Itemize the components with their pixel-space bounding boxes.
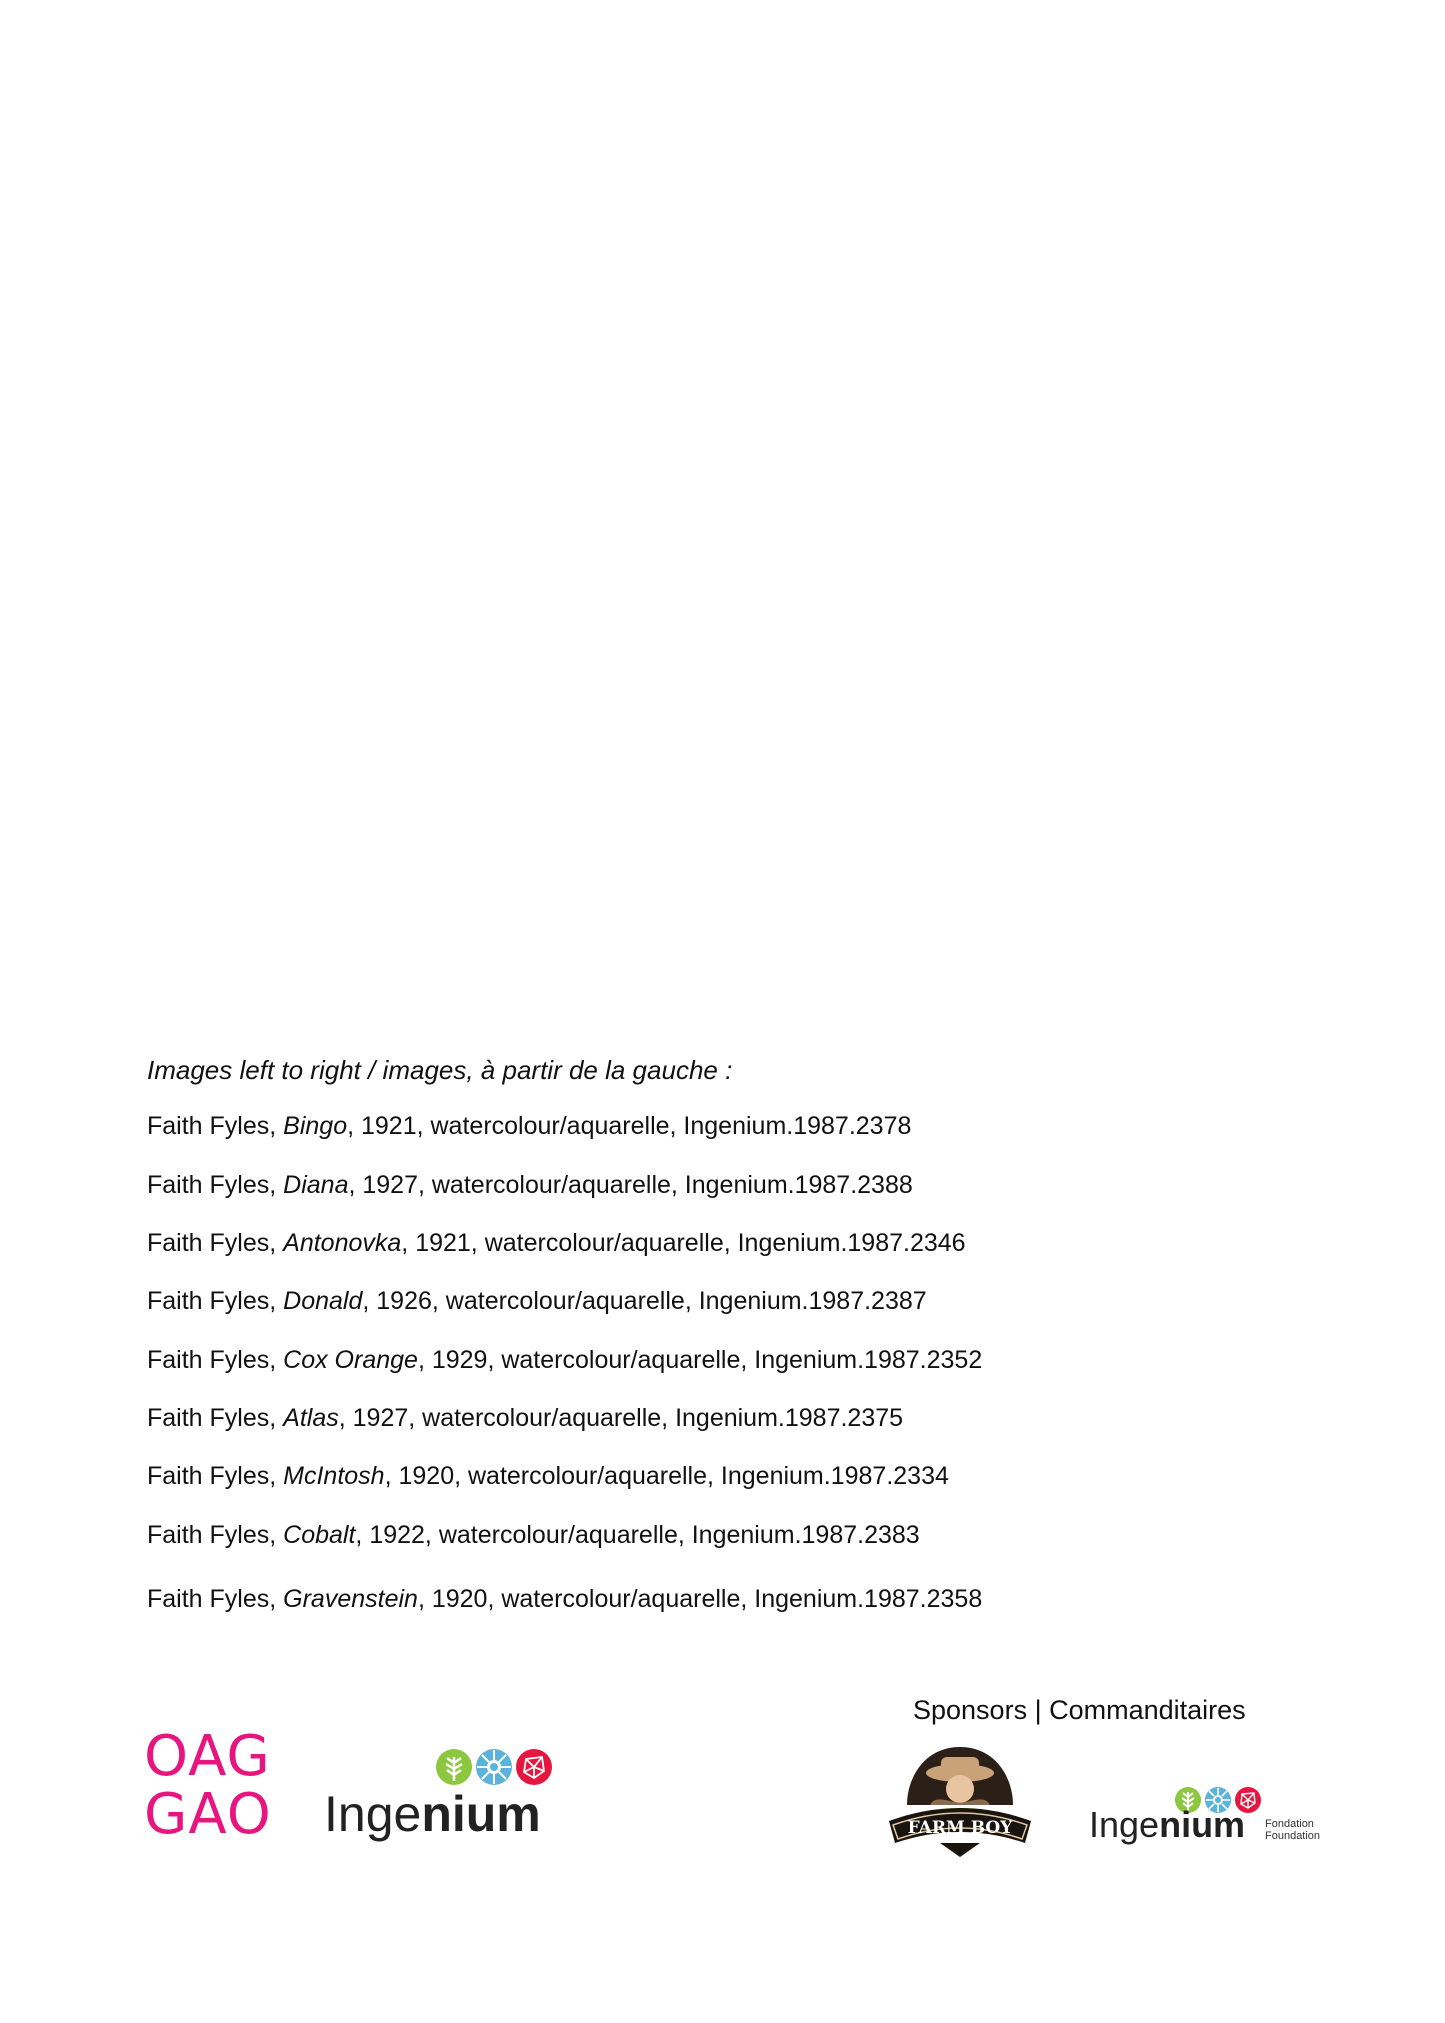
credit-title: Donald xyxy=(283,1287,363,1315)
credit-line xyxy=(147,1402,903,1434)
ingenium-foundation-logo xyxy=(1089,1785,1329,1845)
foundation-sub-fr: Fondation xyxy=(1265,1818,1314,1830)
credit-details: , 1929, watercolour/aquarelle, Ingenium.1987.2352 xyxy=(417,1346,983,1374)
credit-line xyxy=(147,1519,920,1551)
credit-details: , 1920, watercolour/aquarelle, Ingenium.1987.2334 xyxy=(384,1462,949,1490)
credit-details: , 1926, watercolour/aquarelle, Ingenium.1987.2387 xyxy=(362,1287,927,1315)
credit-line xyxy=(147,1344,982,1376)
wheat-icon xyxy=(436,1749,472,1785)
credit-title: Atlas xyxy=(283,1404,339,1432)
ingenium-wordmark xyxy=(324,1786,541,1842)
foundation-subtitle xyxy=(1265,1818,1320,1842)
credit-title: Bingo xyxy=(283,1112,348,1140)
credit-title: McIntosh xyxy=(283,1462,385,1490)
credit-line xyxy=(147,1285,927,1317)
farm-boy-logo xyxy=(885,1743,1035,1859)
credit-artist: Faith Fyles, xyxy=(147,1462,284,1490)
credit-artist: Faith Fyles, xyxy=(147,1404,284,1432)
credit-artist: Faith Fyles, xyxy=(147,1521,284,1549)
credit-line xyxy=(147,1583,982,1615)
credit-artist: Faith Fyles, xyxy=(147,1585,284,1613)
sponsors-label: Sponsors | Commanditaires xyxy=(913,1695,1246,1725)
credit-artist: Faith Fyles, xyxy=(147,1229,284,1257)
credit-details: , 1927, watercolour/aquarelle, Ingenium.1987.2388 xyxy=(348,1171,913,1199)
credit-line xyxy=(147,1169,913,1201)
farm-boy-text: FARM BOY xyxy=(907,1818,1013,1838)
foundation-sub-en: Foundation xyxy=(1265,1830,1321,1842)
credit-title: Diana xyxy=(283,1171,349,1199)
image-credits xyxy=(147,1053,1347,1613)
oag-logo-line2: GAO xyxy=(144,1782,272,1847)
credit-details: , 1927, watercolour/aquarelle, Ingenium.1987.2375 xyxy=(338,1404,904,1432)
credit-title: Cobalt xyxy=(283,1521,356,1549)
credit-details: , 1921, watercolour/aquarelle, Ingenium.1987.2378 xyxy=(347,1112,912,1140)
credit-details: , 1920, watercolour/aquarelle, Ingenium.1987.2358 xyxy=(417,1585,983,1613)
ingenium-word-light: Inge xyxy=(324,1786,422,1842)
credit-title: Gravenstein xyxy=(283,1585,418,1613)
ingenium-foundation-wordmark xyxy=(1089,1805,1245,1845)
credit-artist: Faith Fyles, xyxy=(147,1346,284,1374)
network-icon xyxy=(516,1749,552,1785)
credit-details: , 1922, watercolour/aquarelle, Ingenium.1987.2383 xyxy=(355,1521,920,1549)
credit-artist: Faith Fyles, xyxy=(147,1112,284,1140)
credit-details: , 1921, watercolour/aquarelle, Ingenium.1987.2346 xyxy=(401,1229,966,1257)
credit-line xyxy=(147,1110,911,1142)
credit-title: Cox Orange xyxy=(283,1346,418,1374)
oag-logo-line1: OAG xyxy=(144,1724,271,1789)
credit-artist: Faith Fyles, xyxy=(147,1287,284,1315)
credit-artist: Faith Fyles, xyxy=(147,1171,284,1199)
ingenium-word-bold: nium xyxy=(421,1786,541,1842)
credit-title: Antonovka xyxy=(283,1229,402,1257)
gear-flower-icon xyxy=(476,1749,512,1785)
credit-line xyxy=(147,1227,966,1259)
oag-gao-logo xyxy=(144,1724,272,1847)
credits-heading: Images left to right / images, à partir de la gauche : xyxy=(147,1055,733,1085)
ingenium-foundation-word-bold: nium xyxy=(1159,1804,1246,1845)
ingenium-logo xyxy=(324,1747,564,1842)
ingenium-icons xyxy=(434,1747,554,1787)
credit-line xyxy=(147,1460,949,1492)
ingenium-foundation-word-light: Inge xyxy=(1089,1804,1160,1845)
